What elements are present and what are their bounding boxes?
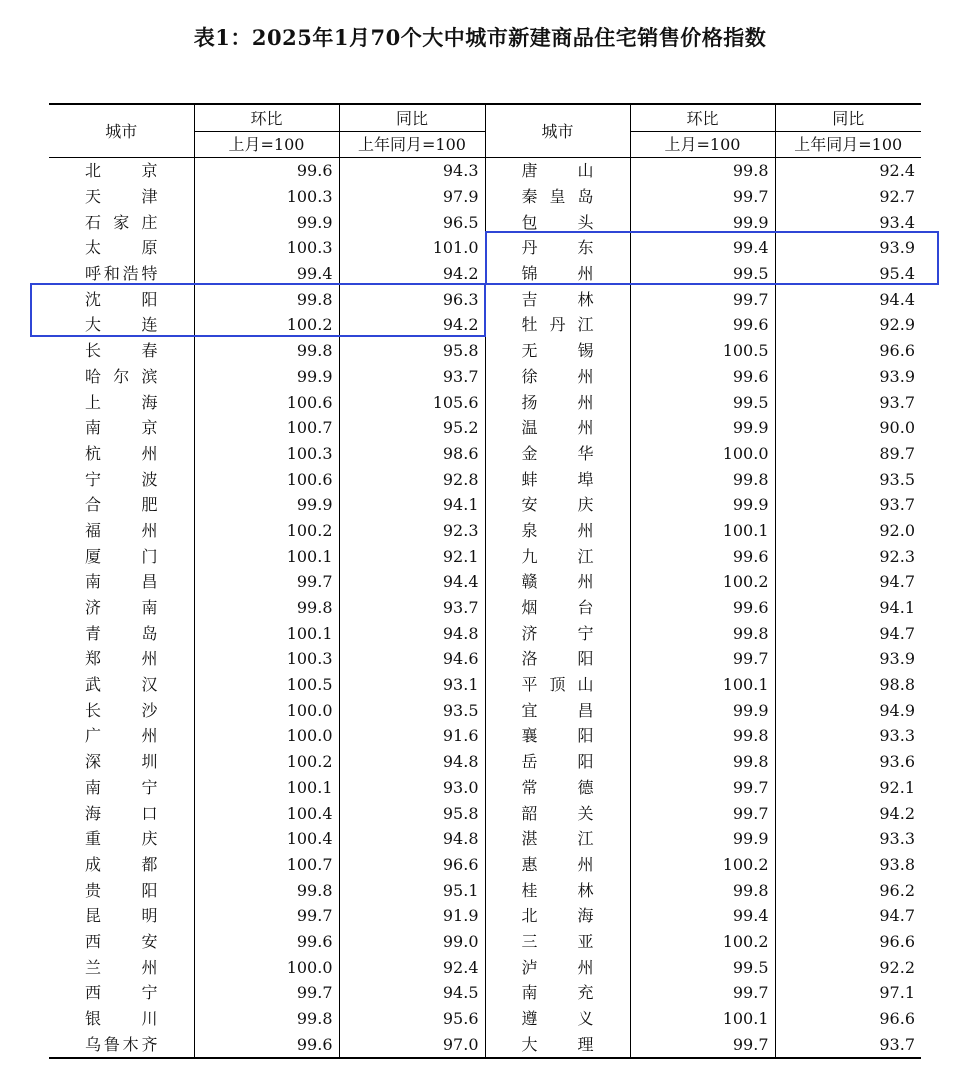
table-row: [49, 1031, 921, 1058]
yoy-cell: 93.8: [775, 852, 921, 878]
city-cell: 襄阳: [485, 723, 630, 749]
city-cell: 重庆: [85, 829, 158, 849]
yoy-cell: 93.4: [775, 209, 921, 235]
yoy-cell: 96.6: [775, 338, 921, 364]
city-cell: 金华: [485, 441, 630, 467]
mom-cell: 99.9: [194, 364, 339, 390]
yoy-cell: 94.2: [339, 261, 485, 287]
yoy-cell: 92.4: [339, 954, 485, 980]
mom-cell: 100.2: [194, 749, 339, 775]
city-cell: 常德: [485, 775, 630, 801]
city-cell: 长沙: [85, 700, 158, 720]
table-row: [49, 595, 921, 621]
yoy-cell: 91.6: [339, 723, 485, 749]
yoy-cell: 94.2: [339, 312, 485, 338]
yoy-cell: 96.3: [339, 286, 485, 312]
header-mom-left: 环比: [194, 104, 339, 132]
city-cell: 昆明: [85, 906, 158, 926]
city-cell: 遵义: [485, 1006, 630, 1032]
yoy-cell: 93.1: [339, 672, 485, 698]
header-city-left: 城市: [49, 104, 194, 158]
city-cell: 深圳: [85, 752, 158, 772]
city-cell: 南昌: [85, 572, 158, 592]
mom-cell: 99.7: [630, 286, 775, 312]
mom-cell: 100.6: [194, 466, 339, 492]
yoy-cell: 92.3: [775, 543, 921, 569]
city-cell: 沈阳: [85, 289, 158, 309]
city-cell: 秦皇岛: [485, 184, 630, 210]
yoy-cell: 94.7: [775, 569, 921, 595]
mom-cell: 99.4: [194, 261, 339, 287]
mom-cell: 100.7: [194, 852, 339, 878]
yoy-cell: 90.0: [775, 415, 921, 441]
table-row: [49, 954, 921, 980]
mom-cell: 99.6: [630, 595, 775, 621]
table-row: [49, 338, 921, 364]
city-cell: 哈尔滨: [85, 366, 158, 386]
yoy-cell: 94.7: [775, 903, 921, 929]
city-cell: 贵阳: [85, 880, 158, 900]
mom-cell: 99.9: [194, 492, 339, 518]
table-row: [49, 364, 921, 390]
city-cell: 韶关: [485, 800, 630, 826]
mom-cell: 99.8: [194, 338, 339, 364]
yoy-cell: 92.0: [775, 518, 921, 544]
city-cell: 包头: [485, 209, 630, 235]
yoy-cell: 93.9: [775, 646, 921, 672]
city-cell: 广州: [85, 726, 158, 746]
city-cell: 长春: [85, 341, 158, 361]
city-cell: 青岛: [85, 623, 158, 643]
city-cell: 三亚: [485, 929, 630, 955]
city-cell: 桂林: [485, 877, 630, 903]
mom-cell: 99.8: [630, 723, 775, 749]
table-row: [49, 620, 921, 646]
yoy-cell: 92.1: [339, 543, 485, 569]
table-row: [49, 543, 921, 569]
city-cell: 徐州: [485, 364, 630, 390]
mom-cell: 99.7: [630, 980, 775, 1006]
yoy-cell: 93.7: [775, 389, 921, 415]
yoy-cell: 92.8: [339, 466, 485, 492]
city-cell: 乌鲁木齐: [49, 1031, 194, 1058]
city-cell: 杭州: [85, 443, 158, 463]
mom-cell: 99.9: [630, 492, 775, 518]
yoy-cell: 95.2: [339, 415, 485, 441]
mom-cell: 99.6: [194, 1031, 339, 1058]
table-row: [49, 877, 921, 903]
yoy-cell: 94.9: [775, 697, 921, 723]
yoy-cell: 92.7: [775, 184, 921, 210]
mom-cell: 99.8: [194, 1006, 339, 1032]
mom-cell: 99.9: [630, 415, 775, 441]
mom-cell: 100.4: [194, 800, 339, 826]
city-cell: 宜昌: [485, 697, 630, 723]
mom-cell: 100.2: [630, 852, 775, 878]
table-row: [49, 518, 921, 544]
mom-cell: 99.4: [630, 903, 775, 929]
city-cell: 锦州: [485, 261, 630, 287]
city-cell: 南充: [485, 980, 630, 1006]
table-row: [49, 261, 921, 287]
yoy-cell: 91.9: [339, 903, 485, 929]
yoy-cell: 93.7: [775, 1031, 921, 1058]
yoy-cell: 93.7: [339, 364, 485, 390]
city-cell: 西安: [85, 931, 158, 951]
mom-cell: 99.9: [194, 209, 339, 235]
mom-cell: 99.7: [194, 569, 339, 595]
mom-cell: 100.0: [630, 441, 775, 467]
table-row: [49, 903, 921, 929]
yoy-cell: 94.8: [339, 620, 485, 646]
table-body: [49, 158, 921, 1059]
mom-cell: 100.2: [630, 929, 775, 955]
city-cell: 济宁: [485, 620, 630, 646]
mom-cell: 99.6: [630, 543, 775, 569]
header-mom-base-right: 上月=100: [630, 132, 775, 158]
yoy-cell: 93.9: [775, 235, 921, 261]
mom-cell: 99.7: [630, 800, 775, 826]
city-cell: 南宁: [85, 777, 158, 797]
yoy-cell: 92.4: [775, 158, 921, 184]
mom-cell: 99.5: [630, 261, 775, 287]
yoy-cell: 93.3: [775, 723, 921, 749]
mom-cell: 99.8: [630, 749, 775, 775]
yoy-cell: 94.4: [339, 569, 485, 595]
city-cell: 赣州: [485, 569, 630, 595]
mom-cell: 99.6: [194, 929, 339, 955]
city-cell: 南京: [85, 418, 158, 438]
yoy-cell: 94.4: [775, 286, 921, 312]
yoy-cell: 93.9: [775, 364, 921, 390]
table-row: [49, 569, 921, 595]
mom-cell: 99.5: [630, 954, 775, 980]
mom-cell: 99.7: [194, 903, 339, 929]
mom-cell: 100.1: [630, 518, 775, 544]
mom-cell: 100.1: [194, 543, 339, 569]
yoy-cell: 95.6: [339, 1006, 485, 1032]
mom-cell: 100.4: [194, 826, 339, 852]
yoy-cell: 94.2: [775, 800, 921, 826]
city-cell: 济南: [85, 598, 158, 618]
yoy-cell: 98.8: [775, 672, 921, 698]
header-yoy-base-left: 上年同月=100: [339, 132, 485, 158]
header-mom-base-left: 上月=100: [194, 132, 339, 158]
mom-cell: 99.7: [630, 775, 775, 801]
mom-cell: 100.3: [194, 646, 339, 672]
city-cell: 温州: [485, 415, 630, 441]
city-cell: 厦门: [85, 546, 158, 566]
yoy-cell: 95.1: [339, 877, 485, 903]
city-cell: 无锡: [485, 338, 630, 364]
city-cell: 天津: [85, 187, 158, 207]
table-row: [49, 826, 921, 852]
mom-cell: 99.6: [630, 312, 775, 338]
table-row: [49, 312, 921, 338]
mom-cell: 99.8: [194, 877, 339, 903]
city-cell: 烟台: [485, 595, 630, 621]
city-cell: 平顶山: [485, 672, 630, 698]
table-row: [49, 800, 921, 826]
yoy-cell: 96.6: [339, 852, 485, 878]
city-cell: 成都: [85, 854, 158, 874]
mom-cell: 99.8: [630, 158, 775, 184]
yoy-cell: 101.0: [339, 235, 485, 261]
city-cell: 大理: [485, 1031, 630, 1058]
city-cell: 西宁: [85, 983, 158, 1003]
yoy-cell: 93.5: [339, 697, 485, 723]
yoy-cell: 95.8: [339, 338, 485, 364]
mom-cell: 100.6: [194, 389, 339, 415]
city-cell: 蚌埠: [485, 466, 630, 492]
city-cell: 北海: [485, 903, 630, 929]
yoy-cell: 94.8: [339, 826, 485, 852]
city-cell: 岳阳: [485, 749, 630, 775]
city-cell: 上海: [85, 392, 158, 412]
city-cell: 洛阳: [485, 646, 630, 672]
mom-cell: 100.3: [194, 441, 339, 467]
yoy-cell: 93.7: [775, 492, 921, 518]
city-cell: 泉州: [485, 518, 630, 544]
mom-cell: 99.6: [630, 364, 775, 390]
city-cell: 扬州: [485, 389, 630, 415]
city-cell: 牡丹江: [485, 312, 630, 338]
table-row: [49, 697, 921, 723]
yoy-cell: 96.6: [775, 929, 921, 955]
mom-cell: 100.7: [194, 415, 339, 441]
yoy-cell: 94.1: [339, 492, 485, 518]
table-row: [49, 723, 921, 749]
mom-cell: 100.0: [194, 723, 339, 749]
yoy-cell: 93.0: [339, 775, 485, 801]
mom-cell: 99.9: [630, 697, 775, 723]
mom-cell: 99.8: [194, 286, 339, 312]
table-row: [49, 646, 921, 672]
table-row: [49, 980, 921, 1006]
table-row: [49, 158, 921, 184]
yoy-cell: 96.5: [339, 209, 485, 235]
mom-cell: 99.7: [194, 980, 339, 1006]
yoy-cell: 94.8: [339, 749, 485, 775]
mom-cell: 100.2: [194, 312, 339, 338]
city-cell: 北京: [85, 161, 158, 181]
yoy-cell: 92.3: [339, 518, 485, 544]
mom-cell: 100.1: [630, 672, 775, 698]
price-index-table: [49, 103, 921, 1059]
yoy-cell: 92.2: [775, 954, 921, 980]
yoy-cell: 95.8: [339, 800, 485, 826]
mom-cell: 100.3: [194, 184, 339, 210]
mom-cell: 99.9: [630, 209, 775, 235]
city-cell: 合肥: [85, 495, 158, 515]
city-cell: 惠州: [485, 852, 630, 878]
yoy-cell: 92.9: [775, 312, 921, 338]
table-row: [49, 749, 921, 775]
yoy-cell: 95.4: [775, 261, 921, 287]
table-row: [49, 775, 921, 801]
mom-cell: 99.7: [630, 184, 775, 210]
yoy-cell: 93.6: [775, 749, 921, 775]
mom-cell: 100.2: [630, 569, 775, 595]
city-cell: 吉林: [485, 286, 630, 312]
table-row: [49, 184, 921, 210]
city-cell: 银川: [85, 1009, 158, 1029]
table-row: [49, 389, 921, 415]
yoy-cell: 94.5: [339, 980, 485, 1006]
mom-cell: 100.5: [630, 338, 775, 364]
yoy-cell: 97.9: [339, 184, 485, 210]
city-cell: 郑州: [85, 649, 158, 669]
city-cell: 湛江: [485, 826, 630, 852]
city-cell: 丹东: [485, 235, 630, 261]
mom-cell: 99.8: [630, 877, 775, 903]
mom-cell: 99.8: [630, 620, 775, 646]
header-yoy-base-right: 上年同月=100: [775, 132, 921, 158]
mom-cell: 100.5: [194, 672, 339, 698]
mom-cell: 100.0: [194, 954, 339, 980]
table-row: [49, 286, 921, 312]
yoy-cell: 97.1: [775, 980, 921, 1006]
table-row: [49, 672, 921, 698]
table-row: [49, 852, 921, 878]
mom-cell: 99.4: [630, 235, 775, 261]
city-cell: 安庆: [485, 492, 630, 518]
city-cell: 唐山: [485, 158, 630, 184]
yoy-cell: 93.5: [775, 466, 921, 492]
yoy-cell: 99.0: [339, 929, 485, 955]
yoy-cell: 93.7: [339, 595, 485, 621]
yoy-cell: 93.3: [775, 826, 921, 852]
table-row: [49, 466, 921, 492]
city-cell: 石家庄: [85, 212, 158, 232]
city-cell: 武汉: [85, 675, 158, 695]
table-row: [49, 235, 921, 261]
city-cell: 兰州: [85, 957, 158, 977]
header-mom-right: 环比: [630, 104, 775, 132]
table-row: [49, 929, 921, 955]
mom-cell: 100.1: [194, 775, 339, 801]
city-cell: 呼和浩特: [85, 264, 158, 284]
yoy-cell: 94.6: [339, 646, 485, 672]
city-cell: 九江: [485, 543, 630, 569]
mom-cell: 99.7: [630, 1031, 775, 1058]
yoy-cell: 94.1: [775, 595, 921, 621]
city-cell: 福州: [85, 520, 158, 540]
city-cell: 海口: [85, 803, 158, 823]
city-cell: 大连: [85, 315, 158, 335]
city-cell: 泸州: [485, 954, 630, 980]
yoy-cell: 96.6: [775, 1006, 921, 1032]
header-yoy-right: 同比: [775, 104, 921, 132]
header-yoy-left: 同比: [339, 104, 485, 132]
mom-cell: 100.2: [194, 518, 339, 544]
city-cell: 宁波: [85, 469, 158, 489]
mom-cell: 100.1: [194, 620, 339, 646]
table-row: [49, 492, 921, 518]
yoy-cell: 105.6: [339, 389, 485, 415]
table-row: [49, 209, 921, 235]
yoy-cell: 94.3: [339, 158, 485, 184]
mom-cell: 99.8: [194, 595, 339, 621]
yoy-cell: 89.7: [775, 441, 921, 467]
mom-cell: 99.9: [630, 826, 775, 852]
mom-cell: 100.1: [630, 1006, 775, 1032]
mom-cell: 100.0: [194, 697, 339, 723]
header-city-right: 城市: [485, 104, 630, 158]
table-row: [49, 415, 921, 441]
table-row: [49, 1006, 921, 1032]
yoy-cell: 97.0: [339, 1031, 485, 1058]
mom-cell: 100.3: [194, 235, 339, 261]
city-cell: 太原: [85, 238, 158, 258]
mom-cell: 99.6: [194, 158, 339, 184]
yoy-cell: 96.2: [775, 877, 921, 903]
yoy-cell: 98.6: [339, 441, 485, 467]
mom-cell: 99.7: [630, 646, 775, 672]
table-title: 表1：2025年1月70个大中城市新建商品住宅销售价格指数: [193, 25, 767, 50]
mom-cell: 99.8: [630, 466, 775, 492]
yoy-cell: 92.1: [775, 775, 921, 801]
table-row: [49, 441, 921, 467]
mom-cell: 99.5: [630, 389, 775, 415]
yoy-cell: 94.7: [775, 620, 921, 646]
